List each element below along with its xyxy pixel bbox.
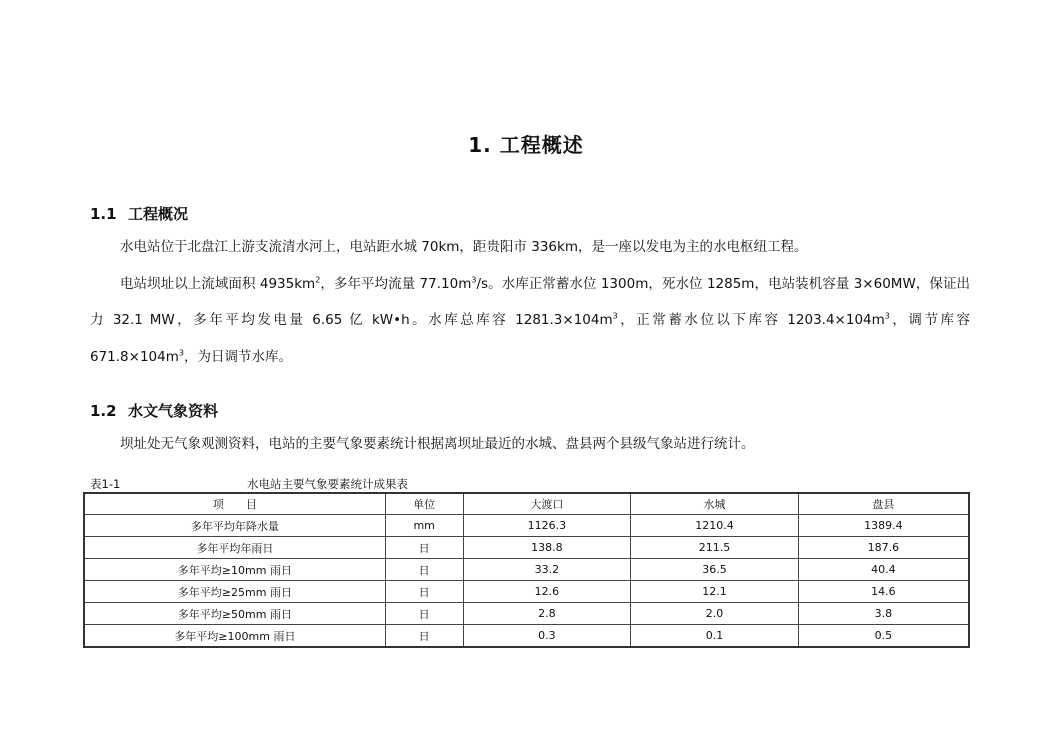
table-row [84, 603, 969, 625]
table-cell: 36.5 [631, 559, 799, 581]
text-run: ，多年平均流量 77.10m [320, 275, 472, 292]
table-cell: 1126.3 [463, 515, 631, 537]
table-row [84, 581, 969, 603]
paragraph: 坝址处无气象观测资料，电站的主要气象要素统计根据离坝址最近的水城、盘县两个县级气象站进行统计。 [120, 436, 755, 452]
text-run: /s。水库正常蓄水位 1300m，死水位 1285m，电站装机容量 3×60MW，保证出力 32.1 MW，多年平均发电量 6.65 亿 kW•h。水库总库容 1281.3×104m [90, 275, 971, 328]
table-cell: 12.1 [631, 581, 799, 603]
section-title: 工程概况 [128, 205, 189, 223]
table-title: 水电站主要气象要素统计成果表 [247, 477, 408, 491]
table-cell: 0.1 [631, 625, 799, 648]
table-cell: 日 [385, 559, 463, 581]
table-cell: 日 [385, 581, 463, 603]
section-heading-1-1 [90, 203, 188, 224]
table-cell: 0.3 [463, 625, 631, 648]
table-row [84, 537, 969, 559]
paragraph: 水电站位于北盘江上游支流清水河上，电站距水城 70km，距贵阳市 336km，是一座以发电为主的水电枢纽工程。 [120, 239, 808, 255]
section-number: 1.1 [90, 205, 117, 223]
column-header: 单位 [385, 493, 463, 515]
text-run: 电站坝址以上流域面积 4935km [120, 275, 316, 292]
superscript: 3 [471, 275, 477, 284]
text-run: ，正常蓄水位以下库容 1203.4×104m [617, 312, 885, 328]
table-cell: 多年平均≥50mm 雨日 [84, 603, 385, 625]
column-header: 盘县 [798, 493, 969, 515]
table-cell: 40.4 [798, 559, 969, 581]
table-cell: 多年平均≥10mm 雨日 [84, 559, 385, 581]
superscript: 3 [884, 311, 890, 321]
section-title: 水文气象资料 [128, 402, 219, 420]
column-header: 大渡口 [463, 493, 631, 515]
superscript: 3 [178, 348, 184, 357]
table-cell: 多年平均≥25mm 雨日 [84, 581, 385, 603]
superscript: 2 [315, 275, 321, 284]
table-cell: 多年平均年雨日 [84, 537, 385, 559]
table-cell: 多年平均年降水量 [84, 515, 385, 537]
text-run: ，为日调节水库。 [183, 348, 292, 365]
table-cell: 1389.4 [798, 515, 969, 537]
weather-stats-table [83, 492, 970, 648]
paragraph [90, 266, 970, 376]
table-cell: 日 [385, 603, 463, 625]
column-header: 项 目 [84, 493, 385, 515]
table-cell: 1210.4 [631, 515, 799, 537]
column-header: 水城 [631, 493, 799, 515]
table-number: 表1-1 [90, 477, 121, 491]
table-row [84, 515, 969, 537]
table-cell: 187.6 [798, 537, 969, 559]
table-cell: 日 [385, 625, 463, 648]
table-cell: 211.5 [631, 537, 799, 559]
table-cell: 2.0 [631, 603, 799, 625]
section-1-2-body [90, 426, 970, 463]
table-row [84, 625, 969, 648]
table-cell: 2.8 [463, 603, 631, 625]
table-cell: 3.8 [798, 603, 969, 625]
table-cell: mm [385, 515, 463, 537]
table-cell: 33.2 [463, 559, 631, 581]
table-cell: 138.8 [463, 537, 631, 559]
superscript: 3 [612, 311, 618, 321]
page-title: 1. 工程概述 [468, 133, 584, 157]
text-run: ，调节库容 671.8×104m [90, 312, 971, 365]
section-number: 1.2 [90, 402, 117, 420]
table-cell: 14.6 [798, 581, 969, 603]
table-cell: 日 [385, 537, 463, 559]
section-1-1-body [90, 229, 970, 375]
table-cell: 多年平均≥100mm 雨日 [84, 625, 385, 648]
table-cell: 12.6 [463, 581, 631, 603]
section-heading-1-2 [90, 400, 218, 421]
table-header-row [84, 493, 969, 515]
table-row [84, 559, 969, 581]
table-cell: 0.5 [798, 625, 969, 648]
